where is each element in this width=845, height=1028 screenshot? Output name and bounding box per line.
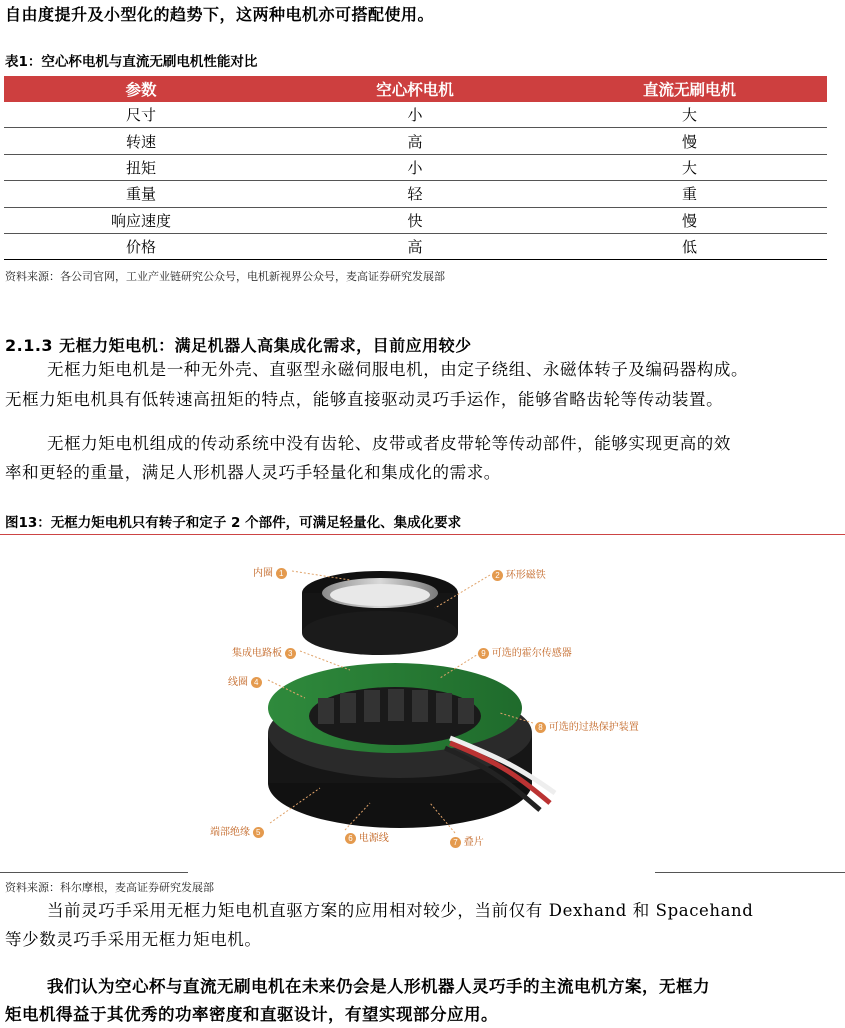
callout-label: 端部绝缘	[210, 827, 250, 838]
paragraph-line: 无框力矩电机组成的传动系统中没有齿轮、皮带或者皮带轮等传动部件，能够实现更高的效	[47, 434, 731, 453]
comparison-table	[4, 76, 827, 260]
table-row	[4, 102, 827, 128]
callout-label: 可选的霍尔传感器	[491, 648, 572, 659]
callout-number: 1	[276, 568, 287, 579]
callout-label: 集成电路板	[232, 648, 282, 659]
table-cell: 轻	[278, 181, 552, 207]
table-row	[4, 233, 827, 259]
table-cell: 低	[552, 233, 827, 259]
paragraph-line: 无框力矩电机具有低转速高扭矩的特点，能够直接驱动灵巧手运作，能够省略齿轮等传动装置。	[5, 390, 724, 409]
figure-caption: 图13：无框力矩电机只有转子和定子 2 个部件，可满足轻量化、集成化要求	[5, 515, 462, 531]
table-row	[4, 207, 827, 233]
table-cell: 高	[278, 128, 552, 154]
callout-inner-ring	[253, 564, 287, 579]
callout-label: 电源线	[358, 833, 389, 844]
table-cell: 大	[552, 154, 827, 180]
callout-label: 线圈	[228, 677, 248, 688]
callout-number: 7	[450, 837, 461, 848]
paragraph-line: 率和更轻的重量，满足人形机器人灵巧手轻量化和集成化的需求。	[5, 463, 501, 482]
callout-label: 可选的过热保护装置	[548, 722, 639, 733]
conclusion-line: 我们认为空心杯与直流无刷电机在未来仍会是人形机器人灵巧手的主流电机方案，无框力	[47, 977, 710, 996]
table-cell: 重	[552, 181, 827, 207]
table-cell: 转速	[4, 128, 278, 154]
callout-overheat-protection	[535, 718, 639, 733]
callout-pcb	[232, 644, 296, 659]
callout-coil	[228, 673, 262, 688]
callout-power-cable	[345, 829, 389, 844]
callout-number: 6	[345, 833, 356, 844]
callout-number: 5	[253, 827, 264, 838]
figure-source: 资料来源：科尔摩根，麦高证券研究发展部	[5, 881, 214, 894]
table-header-row	[4, 76, 827, 102]
table-row	[4, 154, 827, 180]
callout-lamination	[450, 833, 484, 848]
figure-bottom-rule-right	[655, 872, 845, 873]
table-row	[4, 128, 827, 154]
table-cell: 价格	[4, 233, 278, 259]
table-row	[4, 181, 827, 207]
callout-label: 叠片	[463, 837, 484, 848]
header-bldc: 直流无刷电机	[552, 76, 827, 102]
callout-hall-sensor	[478, 644, 572, 659]
table-caption: 表1：空心杯电机与直流无刷电机性能对比	[5, 54, 258, 70]
figure-bottom-rule-left	[0, 872, 188, 873]
callout-label: 环形磁铁	[505, 570, 546, 581]
section-heading: 2.1.3 无框力矩电机：满足机器人高集成化需求，目前应用较少	[5, 336, 472, 355]
callout-number: 2	[492, 570, 503, 581]
table-source: 资料来源：各公司官网，工业产业链研究公众号，电机新视界公众号，麦高证券研究发展部	[5, 270, 445, 283]
table-cell: 快	[278, 207, 552, 233]
motor-figure	[200, 548, 670, 853]
callout-number: 4	[251, 677, 262, 688]
table-cell: 小	[278, 154, 552, 180]
paragraph-line: 无框力矩电机是一种无外壳、直驱型永磁伺服电机，由定子绕组、永磁体转子及编码器构成。	[47, 360, 749, 379]
table-cell: 重量	[4, 181, 278, 207]
callout-label: 内圈	[253, 568, 273, 579]
paragraph-line: 等少数灵巧手采用无框力矩电机。	[5, 930, 262, 949]
table-cell: 响应速度	[4, 207, 278, 233]
intro-line: 自由度提升及小型化的趋势下，这两种电机亦可搭配使用。	[5, 5, 435, 24]
table-cell: 大	[552, 102, 827, 128]
motor-illustration	[200, 548, 670, 853]
callout-number: 3	[285, 648, 296, 659]
header-coreless: 空心杯电机	[278, 76, 552, 102]
header-param: 参数	[4, 76, 278, 102]
caption-divider	[0, 534, 845, 535]
table-cell: 慢	[552, 207, 827, 233]
callout-ring-magnet	[492, 566, 546, 581]
paragraph-line: 当前灵巧手采用无框力矩电机直驱方案的应用相对较少，当前仅有 Dexhand 和 Spacehand	[47, 901, 754, 920]
table-cell: 慢	[552, 128, 827, 154]
table-cell: 尺寸	[4, 102, 278, 128]
table-cell: 扭矩	[4, 154, 278, 180]
table-cell: 高	[278, 233, 552, 259]
callout-number: 8	[535, 722, 546, 733]
conclusion-line: 矩电机得益于其优秀的功率密度和直驱设计，有望实现部分应用。	[5, 1005, 498, 1024]
callout-end-insulation	[210, 823, 264, 838]
table-cell: 小	[278, 102, 552, 128]
callout-number: 9	[478, 648, 489, 659]
